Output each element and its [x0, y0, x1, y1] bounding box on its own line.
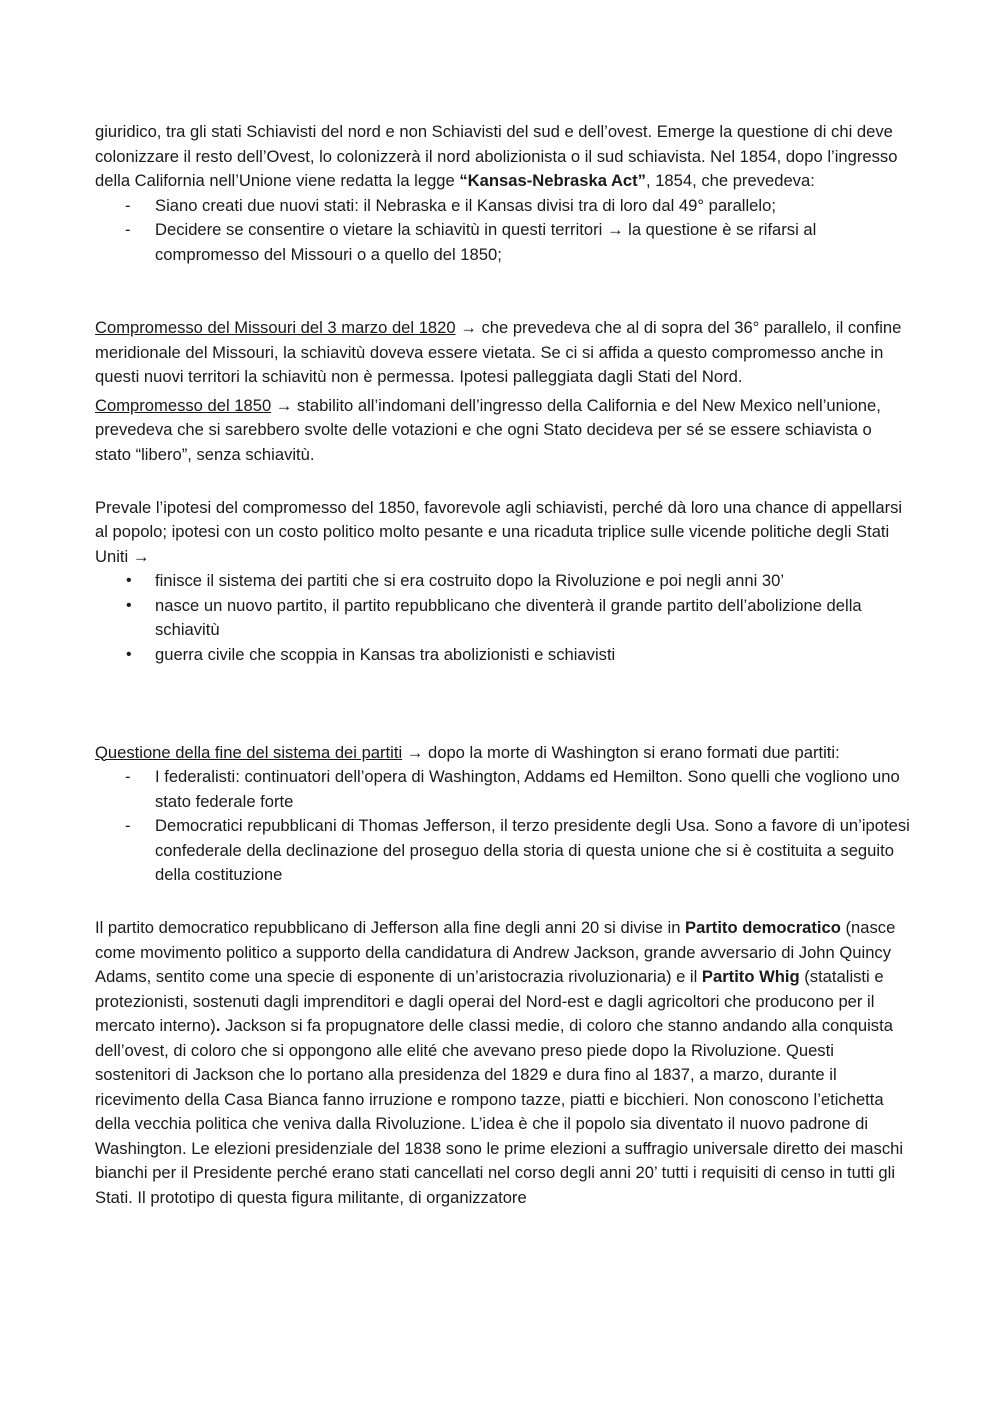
- list-item: • finisce il sistema dei partiti che si era costruito dopo la Rivoluzione e poi negli anni 30’: [95, 569, 910, 594]
- missouri-heading: Compromesso del Missouri del 3 marzo del 1820: [95, 318, 456, 337]
- list-item: - Siano creati due nuovi stati: il Nebraska e il Kansas divisi tra di loro dal 49° parallelo;: [95, 194, 910, 219]
- act-provisions-list: [95, 194, 910, 268]
- partito-democratico: Partito democratico: [685, 918, 841, 937]
- list-item: • nasce un nuovo partito, il partito repubblicano che diventerà il grande partito dell’abolizione della schiavitù: [95, 594, 910, 643]
- list-item: - Democratici repubblicani di Thomas Jefferson, il terzo presidente degli Usa. Sono a favore di un’ipotesi confederale della declinazione del proseguo della storia di questa unione che si è costituita a seguito della costituzione: [95, 814, 910, 888]
- arrow-icon: →: [606, 220, 624, 239]
- intro-paragraph: giuridico, tra gli stati Schiavisti del nord e non Schiavisti del sud e dell’ovest. Emerge la questione di chi deve colonizzare il resto dell’Ovest, lo colonizzerà il nord abolizionista o il sud schiavista. Nel 1854, dopo l’ingresso della California nell’Unione viene redatta la legge “Kansas-Nebraska Act”, 1854, che prevedeva:: [95, 122, 898, 190]
- arrow-icon: →: [275, 395, 293, 415]
- arrow-icon: →: [132, 546, 150, 566]
- list-item: - I federalisti: continuatori dell’opera di Washington, Addams ed Hemilton. Sono quelli che vogliono uno stato federale forte: [95, 765, 910, 814]
- partito-whig: Partito Whig: [701, 967, 800, 986]
- list-item: - Decidere se consentire o vietare la schiavitù in questi territori → la questione è se rifarsi al compromesso del Missouri o a quello del 1850;: [95, 218, 910, 267]
- arrow-icon: →: [460, 318, 477, 337]
- prevale-paragraph: Prevale l’ipotesi del compromesso del 1850, favorevole agli schiavisti, perché dà loro una chance di appellarsi al popolo; ipotesi con un costo politico molto pesante e una ricaduta triplice sulle vicende politiche degli Stati Uniti →: [95, 497, 903, 566]
- missouri-paragraph: Compromesso del Missouri del 3 marzo del 1820 → che prevedeva che al di sopra del 36° parallelo, il confine meridionale del Missouri, la schiavitù doveva essere vietata. Se ci si affida a questo compromesso anche in questi nuovi territori la schiavitù non è permessa. Ipotesi palleggiata dagli Stati del Nord.: [95, 318, 902, 386]
- arrow-icon: →: [406, 742, 424, 762]
- parties-list: [95, 765, 910, 888]
- parties-heading: Questione della fine del sistema dei partiti: [95, 742, 403, 762]
- compromise-1850-heading: Compromesso del 1850: [95, 395, 272, 415]
- compromise-1850-paragraph: Compromesso del 1850 → stabilito all’indomani dell’ingresso della California e del New Mexico nell’unione, prevedeva che si sarebbero svolte delle votazioni e che ogni Stato decideva per sé se essere schiavista o stato “libero”, senza schiavitù.: [95, 395, 881, 464]
- consequences-list: [95, 569, 910, 667]
- kansas-nebraska-act: “Kansas-Nebraska Act”: [459, 171, 646, 190]
- list-item: • guerra civile che scoppia in Kansas tra abolizionisti e schiavisti: [95, 643, 910, 668]
- final-paragraph: Il partito democratico repubblicano di Jefferson alla fine degli anni 20 si divise in Partito democratico (nasce come movimento politico a supporto della candidatura di Andrew Jackson, grande avversario di John Quincy Adams, sentito come una specie di esponente di un’aristocrazia rivoluzionaria) e il Partito Whig (statalisti e protezionisti, sostenuti dagli imprenditori e dagli operai del Nord-est e dagli agricoltori che producono per il mercato interno). Jackson si fa propugnatore delle classi medie, di coloro che stanno andando alla conquista dell’ovest, di coloro che si oppongono alle elité che avevano preso piede dopo la Rivoluzione. Questi sostenitori di Jackson che lo portano alla presidenza del 1829 e dura fino al 1837, a marzo, durante il ricevimento della Casa Bianca fanno irruzione e rompono tazze, piatti e bicchieri. Non conoscono l’etichetta della vecchia politica che veniva dalla Rivoluzione. L’idea è che il popolo sia diventato il nuovo padrone di Washington. Le elezioni presidenziale del 1838 sono le prime elezioni a suffragio universale diretto dei maschi bianchi per il Presidente perché erano stati cancellati nel corso degli anni 20’ tutti i requisiti di censo in tutti gli Stati. Il prototipo di questa figura militante, di organizzatore: [95, 918, 904, 1207]
- parties-paragraph: Questione della fine del sistema dei partiti → dopo la morte di Washington si erano formati due partiti:: [95, 742, 840, 762]
